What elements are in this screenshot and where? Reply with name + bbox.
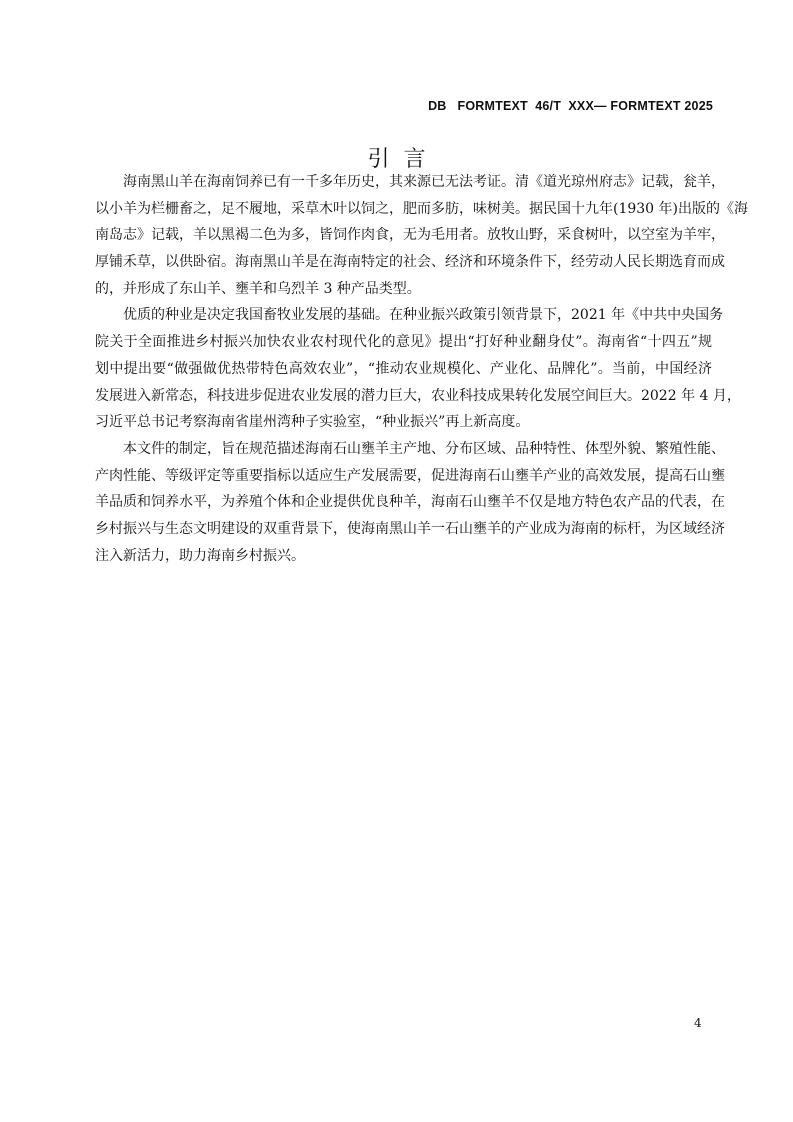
text-line: 发展进入新常态，科技进步促进农业发展的潜力巨大，农业科技成果转化发展空间巨大。2022 年 4 月， <box>95 387 741 404</box>
document-header-code: DB FORMTEXT 46/T XXX— FORMTEXT 2025 <box>428 99 713 113</box>
text-line: 乡村振兴与生态文明建设的双重背景下，使海南黑山羊一石山壅羊的产业成为海南的标杆，为区域经济 <box>95 520 725 537</box>
paragraph-2 <box>95 302 741 435</box>
paragraph-1 <box>95 169 749 302</box>
document-body <box>95 169 749 569</box>
paragraph-3 <box>95 436 725 569</box>
text-line: 海南黑山羊在海南饲养已有一千多年历史，其来源已无法考证。清《道光琼州府志》记载，瓮羊， <box>123 174 725 190</box>
text-line: 产肉性能、等级评定等重要指标以适应生产发展需要，促进海南石山壅羊产业的高效发展，提高石山壅 <box>95 467 725 484</box>
text-line: 本文件的制定，旨在规范描述海南石山壅羊主产地、分布区域、品种特性、体型外貌、繁殖性能、 <box>123 440 725 457</box>
text-line: 以小羊为栏栅畜之，足不履地，采草木叶以饲之，肥而多肪，味树美。据民国十九年(1930 年)出版的《海 <box>95 200 749 217</box>
text-line: 羊品质和饲养水平，为养殖个体和企业提供优良种羊，海南石山壅羊不仅是地方特色农产品的代表，在 <box>95 494 725 511</box>
text-line: 的，并形成了东山羊、壅羊和乌烈羊 3 种产品类型。 <box>95 280 421 297</box>
text-line: 厚铺禾草，以供卧宿。海南黑山羊是在海南特定的社会、经济和环境条件下，经劳动人民长期选育而成 <box>95 254 725 271</box>
text-line: 划中提出要“做强做优热带特色高效农业”，“推动农业规模化、产业化、品牌化”。当前，中国经济 <box>95 360 712 377</box>
text-line: 注入新活力，助力海南乡村振兴。 <box>95 547 305 564</box>
page-number: 4 <box>694 1016 702 1030</box>
text-line: 优质的种业是决定我国畜牧业发展的基础。在种业振兴政策引领背景下，2021 年《中共中央国务 <box>123 307 724 324</box>
text-line: 习近平总书记考察海南省崖州湾种子实验室，“种业振兴”再上新高度。 <box>95 414 530 431</box>
text-line: 南岛志》记载，羊以黑褐二色为多，皆饲作肉食，无为毛用者。放牧山野，采食树叶，以空室为羊牢， <box>95 227 725 244</box>
text-line: 院关于全面推进乡村振兴加快农业农村现代化的意见》提出“打好种业翻身仗”。海南省“十四五”规 <box>95 334 712 351</box>
section-title: 引言 <box>367 147 440 172</box>
